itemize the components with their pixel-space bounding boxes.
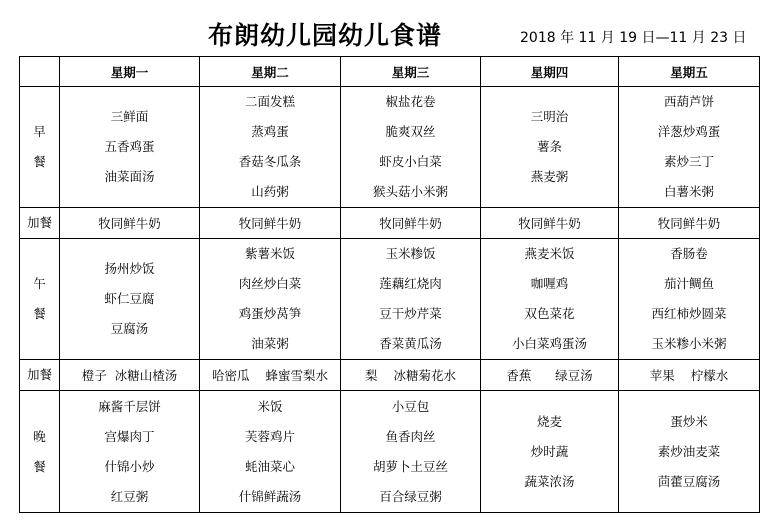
dish-item: 薯条 bbox=[536, 139, 562, 154]
menu-cell: 梨 冰糖菊花水 bbox=[341, 360, 481, 391]
dish-item: 什锦鲜蔬汤 bbox=[238, 488, 302, 504]
menu-cell bbox=[481, 391, 619, 513]
dish-item: 三鲜面 bbox=[110, 109, 149, 124]
menu-cell: 橙子 冰糖山楂汤 bbox=[60, 360, 200, 391]
dish-item: 虾皮小白菜 bbox=[379, 154, 442, 169]
dish-item: 宫爆肉丁 bbox=[104, 428, 155, 444]
dish-item: 燕麦粥 bbox=[530, 169, 569, 184]
dish-item: 蒸鸡蛋 bbox=[251, 124, 289, 139]
dish-item: 豆腐汤 bbox=[110, 321, 149, 336]
menu-cell bbox=[341, 87, 481, 208]
day-header: 星期三 bbox=[341, 57, 481, 87]
menu-cell bbox=[619, 87, 760, 208]
menu-cell: 牧同鲜牛奶 bbox=[481, 208, 619, 239]
dish-item: 香菜黄瓜汤 bbox=[379, 336, 442, 351]
dish-item: 燕麦米饭 bbox=[524, 246, 575, 261]
dish-item: 玉米糁饭 bbox=[385, 246, 436, 261]
dish-item: 脆爽双丝 bbox=[385, 124, 436, 139]
page-title: 布朗幼儿园幼儿食谱 bbox=[208, 21, 443, 50]
corner-cell bbox=[20, 57, 60, 87]
menu-cell bbox=[619, 391, 760, 513]
dish-item: 蚝油菜心 bbox=[244, 458, 295, 474]
dish-item: 山药粥 bbox=[251, 184, 289, 199]
dish-item: 茄汁鲷鱼 bbox=[663, 276, 714, 291]
menu-cell: 牧同鲜牛奶 bbox=[341, 208, 481, 239]
dish-item: 二面发糕 bbox=[244, 94, 295, 109]
dish-item: 白薯米粥 bbox=[663, 184, 714, 199]
dish-item: 素炒三丁 bbox=[663, 154, 714, 169]
menu-cell: 牧同鲜牛奶 bbox=[200, 208, 341, 239]
menu-cell: 牧同鲜牛奶 bbox=[60, 208, 200, 239]
dish-item: 油菜面汤 bbox=[104, 169, 155, 184]
menu-cell: 哈密瓜 蜂蜜雪梨水 bbox=[200, 360, 341, 391]
dish-item: 鱼香肉丝 bbox=[385, 428, 436, 444]
meal-row bbox=[20, 391, 760, 513]
menu-cell: 香蕉 绿豆汤 bbox=[481, 360, 619, 391]
dish-item: 芙蓉鸡片 bbox=[244, 428, 295, 444]
meal-label: 早 餐 bbox=[20, 87, 60, 208]
dish-item: 双色菜花 bbox=[524, 306, 575, 321]
dish-item: 虾仁豆腐 bbox=[104, 291, 155, 306]
meal-row bbox=[20, 208, 760, 239]
dish-item: 三明治 bbox=[530, 109, 569, 124]
dish-item: 烧麦 bbox=[536, 413, 562, 429]
menu-cell bbox=[200, 239, 341, 360]
day-header: 星期二 bbox=[200, 57, 341, 87]
dish-item: 小白菜鸡蛋汤 bbox=[511, 336, 587, 351]
dish-item: 油菜粥 bbox=[251, 336, 289, 351]
menu-cell: 苹果 柠檬水 bbox=[619, 360, 760, 391]
dish-item: 小豆包 bbox=[391, 398, 430, 414]
dish-item: 茴藿豆腐汤 bbox=[657, 473, 721, 489]
menu-cell bbox=[60, 239, 200, 360]
dish-item: 猴头菇小米粥 bbox=[372, 184, 448, 199]
menu-cell bbox=[619, 239, 760, 360]
meal-row bbox=[20, 360, 760, 391]
dish-item: 西红柿炒圆菜 bbox=[651, 306, 727, 321]
dish-item: 椒盐花卷 bbox=[385, 94, 436, 109]
day-header: 星期五 bbox=[619, 57, 760, 87]
menu-cell bbox=[481, 239, 619, 360]
dish-item: 胡萝卜土豆丝 bbox=[372, 458, 448, 474]
dish-item: 麻酱千层饼 bbox=[98, 398, 161, 414]
menu-cell bbox=[341, 239, 481, 360]
dish-item: 莲藕红烧肉 bbox=[379, 276, 442, 291]
dish-item: 什锦小炒 bbox=[104, 458, 155, 474]
menu-cell bbox=[341, 391, 481, 513]
dish-item: 红豆粥 bbox=[110, 488, 149, 504]
dish-item: 豆干炒芹菜 bbox=[379, 306, 442, 321]
dish-item: 蔬菜浓汤 bbox=[524, 473, 575, 489]
day-header: 星期四 bbox=[481, 57, 619, 87]
menu-cell bbox=[200, 87, 341, 208]
menu-cell bbox=[60, 87, 200, 208]
dish-item: 扬州炒饭 bbox=[104, 261, 155, 276]
day-header: 星期一 bbox=[60, 57, 200, 87]
meal-label: 晚 餐 bbox=[20, 391, 60, 513]
meal-label: 午 餐 bbox=[20, 239, 60, 360]
menu-cell: 牧同鲜牛奶 bbox=[619, 208, 760, 239]
dish-item: 洋葱炒鸡蛋 bbox=[657, 124, 721, 139]
dish-item: 蛋炒米 bbox=[670, 413, 708, 429]
dish-item: 五香鸡蛋 bbox=[104, 139, 155, 154]
header-row bbox=[20, 57, 760, 87]
dish-item: 紫薯米饭 bbox=[244, 246, 295, 261]
meal-label: 加餐 bbox=[20, 208, 60, 239]
dish-item: 米饭 bbox=[257, 398, 283, 414]
dish-item: 炒时蔬 bbox=[530, 443, 569, 459]
dish-item: 肉丝炒白菜 bbox=[238, 276, 302, 291]
dish-item: 玉米糁小米粥 bbox=[651, 336, 727, 351]
meal-row bbox=[20, 239, 760, 360]
meal-label: 加餐 bbox=[20, 360, 60, 391]
dish-item: 百合绿豆粥 bbox=[379, 488, 442, 504]
dish-item: 西葫芦饼 bbox=[663, 94, 714, 109]
dish-item: 香菇冬瓜条 bbox=[238, 154, 302, 169]
dish-item: 咖喱鸡 bbox=[530, 276, 569, 291]
menu-table bbox=[19, 56, 760, 513]
dish-item: 鸡蛋炒莴笋 bbox=[238, 306, 302, 321]
dish-item: 香肠卷 bbox=[670, 246, 708, 261]
dish-item: 素炒油麦菜 bbox=[657, 443, 721, 459]
menu-cell bbox=[60, 391, 200, 513]
meal-row bbox=[20, 87, 760, 208]
menu-cell bbox=[481, 87, 619, 208]
date-range: 2018 年 11 月 19 日—11 月 23 日 bbox=[520, 30, 747, 46]
menu-cell bbox=[200, 391, 341, 513]
